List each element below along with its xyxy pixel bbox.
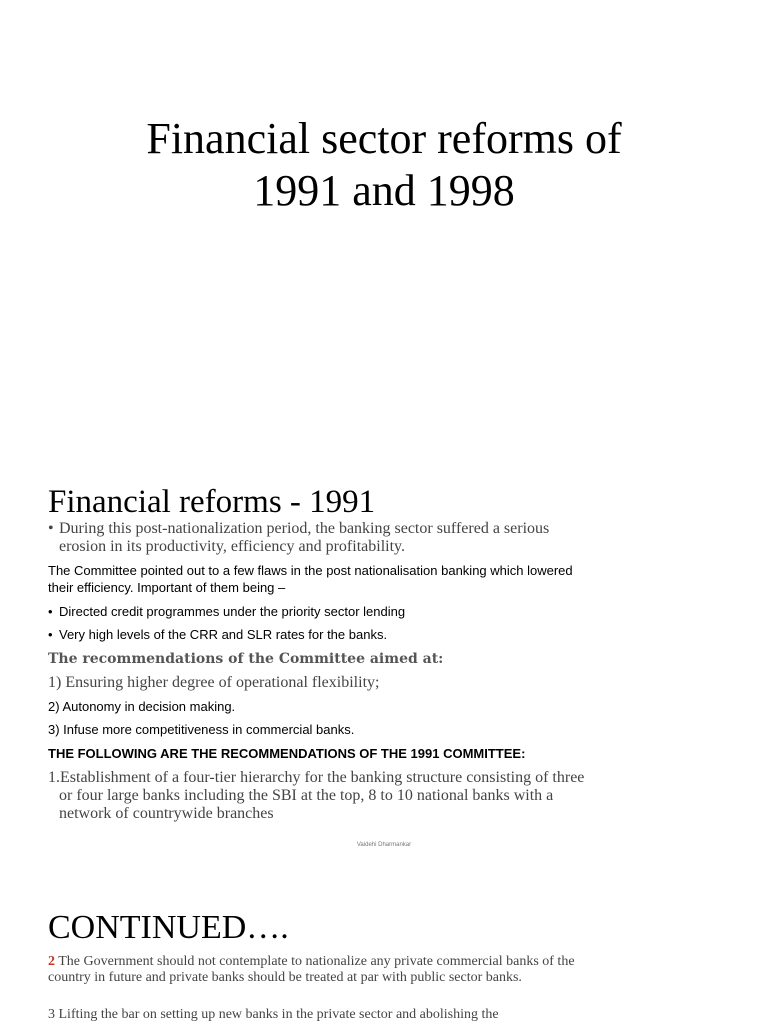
slide2-heading: Financial reforms - 1991 (48, 484, 376, 520)
flaw-item (48, 626, 588, 643)
intro-bullet-item (48, 520, 599, 556)
slide1-title (0, 113, 768, 217)
author-credit: Vaidehi Dharmankar (356, 842, 412, 848)
slide1-title-line1: Financial sector reforms of (146, 114, 622, 163)
aim-item: 2) Autonomy in decision making. (48, 699, 236, 714)
flaw-text: Directed credit programmes under the priority sector lending (59, 604, 406, 619)
item-number: 3 (48, 1007, 55, 1022)
aim-item: 1) Ensuring higher degree of operational flexibility; (48, 674, 380, 691)
bullet-icon: • (48, 604, 53, 619)
continued-item (48, 1007, 588, 1023)
slide1-title-line2: 1991 and 1998 (253, 166, 515, 215)
continued-item (48, 954, 588, 986)
committee-text: The Committee pointed out to a few flaws in the post nationalisation banking which lowered their efficiency. Important of them being – (48, 563, 573, 595)
item-text: Lifting the bar on setting up new banks in the private sector and abolishing the (58, 1007, 499, 1022)
item-text: The Government should not contemplate to nationalize any private commercial banks of the country in future and private banks should be treated at par with public sector banks. (48, 954, 575, 985)
aims-heading: The recommendations of the Committee aimed at: (48, 651, 444, 667)
recommendations-heading: THE FOLLOWING ARE THE RECOMMENDATIONS OF THE 1991 COMMITTEE: (48, 746, 526, 761)
flaw-item (48, 603, 588, 620)
slide3-heading: CONTINUED…. (48, 909, 289, 946)
aim-item: 3) Infuse more competitiveness in commercial banks. (48, 722, 355, 737)
intro-bullet-text: During this post-nationalization period, the banking sector suffered a serious erosion in its productivity, efficiency and profitability. (59, 520, 550, 555)
bullet-icon: • (48, 627, 53, 642)
item-number: 2 (48, 954, 55, 969)
flaw-text: Very high levels of the CRR and SLR rates for the banks. (59, 627, 388, 642)
recommendation-item: 1.Establishment of a four-tier hierarchy for the banking structure consisting of three or four large banks including the SBI at the top, 8 to 10 national banks with a network of countrywide branches (48, 769, 585, 822)
bullet-icon: • (48, 520, 54, 537)
